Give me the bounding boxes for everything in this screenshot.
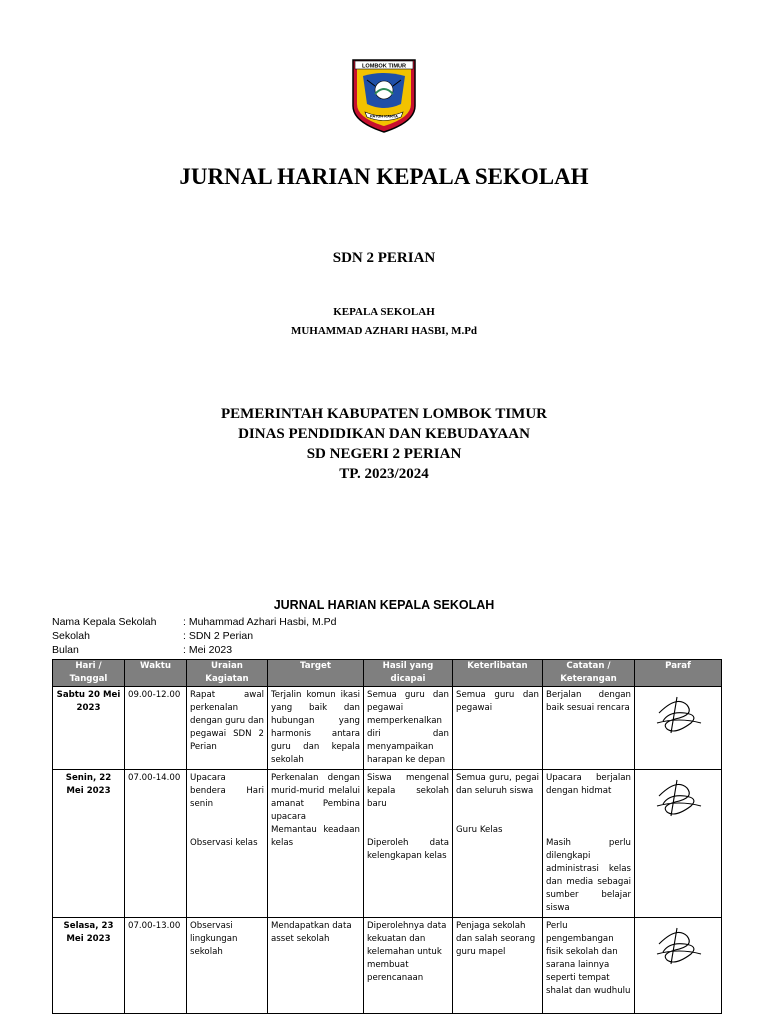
gov-line-3: SD NEGERI 2 PERIAN xyxy=(306,446,462,462)
cell-time: 07.00-14.00 xyxy=(125,770,187,918)
gov-line-4: TP. 2023/2024 xyxy=(339,466,429,482)
cell-target: Mendapatkan data asset sekolah xyxy=(268,918,364,1014)
header-involvement: Keterlibatan xyxy=(453,660,543,687)
signature-icon xyxy=(651,776,705,822)
cell-time: 09.00-12.00 xyxy=(125,687,187,770)
note-item: Masih perlu dilengkapi administrasi kelas dan media sebagai sumber belajar siswa xyxy=(546,838,631,913)
note-item: Upacara berjalan dengan hidmat xyxy=(546,773,631,796)
target-item: Perkenalan dengan murid-murid melalui amanat Pembina upacara xyxy=(271,773,360,822)
header-activity: Uraian Kagiatan xyxy=(187,660,268,687)
gov-line-2: DINAS PENDIDIKAN DAN KEBUDAYAAN xyxy=(238,426,530,442)
cell-day: Senin, 22 Mei 2023 xyxy=(53,770,125,918)
cell-notes xyxy=(543,770,635,918)
cell-result xyxy=(364,770,453,918)
info-label: Bulan xyxy=(52,644,79,656)
info-value: : SDN 2 Perian xyxy=(183,630,254,642)
cell-signature xyxy=(635,687,722,770)
cell-result: Semua guru dan pegawai memperkenalkan diri dan menyampaikan harapan ke depan xyxy=(364,687,453,770)
signature-icon xyxy=(651,693,705,739)
cell-involvement: Penjaga sekolah dan salah seorang guru mapel xyxy=(453,918,543,1014)
info-label: Sekolah xyxy=(52,630,90,642)
header-signature: Paraf xyxy=(635,660,722,687)
cell-activity: Rapat awal perkenalan dengan guru dan pegawai SDN 2 Perian xyxy=(187,687,268,770)
info-value: : Mei 2023 xyxy=(183,644,233,656)
result-item: Siswa mengenal kepala sekolah baru xyxy=(367,773,449,809)
cell-involvement: Semua guru dan pegawai xyxy=(453,687,543,770)
svg-text:PATUH KARYA: PATUH KARYA xyxy=(369,113,399,119)
cell-activity: Observasi lingkungan sekolah xyxy=(187,918,268,1014)
cell-day: Sabtu 20 Mei 2023 xyxy=(53,687,125,770)
cell-activity xyxy=(187,770,268,918)
cell-target: Terjalin komun ikasi yang baik dan hubungan yang harmonis antara guru dan kepala sekolah xyxy=(268,687,364,770)
cell-involvement xyxy=(453,770,543,918)
info-label: Nama Kepala Sekolah xyxy=(52,616,157,628)
cell-target xyxy=(268,770,364,918)
table-header-row xyxy=(53,660,722,687)
cell-signature xyxy=(635,770,722,918)
table-row xyxy=(53,918,722,1014)
lombok-timur-logo xyxy=(349,56,419,134)
header-day: Hari / Tanggal xyxy=(53,660,125,687)
involvement-item: Semua guru, pegai dan seluruh siswa xyxy=(456,773,539,796)
header-notes: Catatan / Keterangan xyxy=(543,660,635,687)
journal-table xyxy=(52,659,722,1014)
svg-text:LOMBOK TIMUR: LOMBOK TIMUR xyxy=(361,63,407,70)
header-time: Waktu xyxy=(125,660,187,687)
cell-time: 07.00-13.00 xyxy=(125,918,187,1014)
cover-role: KEPALA SEKOLAH xyxy=(333,306,435,318)
target-item: Memantau keadaan kelas xyxy=(271,825,360,848)
activity-item: Upacara bendera Hari senin xyxy=(190,773,264,809)
cell-notes: Perlu pengembangan fisik sekolah dan sarana lainnya seperti tempat shalat dan wudhulu xyxy=(543,918,635,1014)
cover-title: JURNAL HARIAN KEPALA SEKOLAH xyxy=(179,164,589,189)
signature-icon xyxy=(651,924,705,970)
header-result: Hasil yang dicapai xyxy=(364,660,453,687)
cell-day: Selasa, 23 Mei 2023 xyxy=(53,918,125,1014)
involvement-item: Guru Kelas xyxy=(456,825,503,835)
gov-line-1: PEMERINTAH KABUPATEN LOMBOK TIMUR xyxy=(221,406,547,422)
cover-principal-name: MUHAMMAD AZHARI HASBI, M.Pd xyxy=(290,325,478,337)
table-row xyxy=(53,770,722,918)
table-row xyxy=(53,687,722,770)
cover-school: SDN 2 PERIAN xyxy=(332,250,436,266)
journal-title: JURNAL HARIAN KEPALA SEKOLAH xyxy=(273,598,495,612)
cell-result: Diperolehnya data kekuatan dan kelemahan untuk membuat perencanaan xyxy=(364,918,453,1014)
info-value: : Muhammad Azhari Hasbi, M.Pd xyxy=(183,616,337,628)
cell-signature xyxy=(635,918,722,1014)
result-item: Diperoleh data kelengkapan kelas xyxy=(367,838,449,861)
header-target: Target xyxy=(268,660,364,687)
cell-notes: Berjalan dengan baik sesuai rencara xyxy=(543,687,635,770)
activity-item: Observasi kelas xyxy=(190,838,258,848)
